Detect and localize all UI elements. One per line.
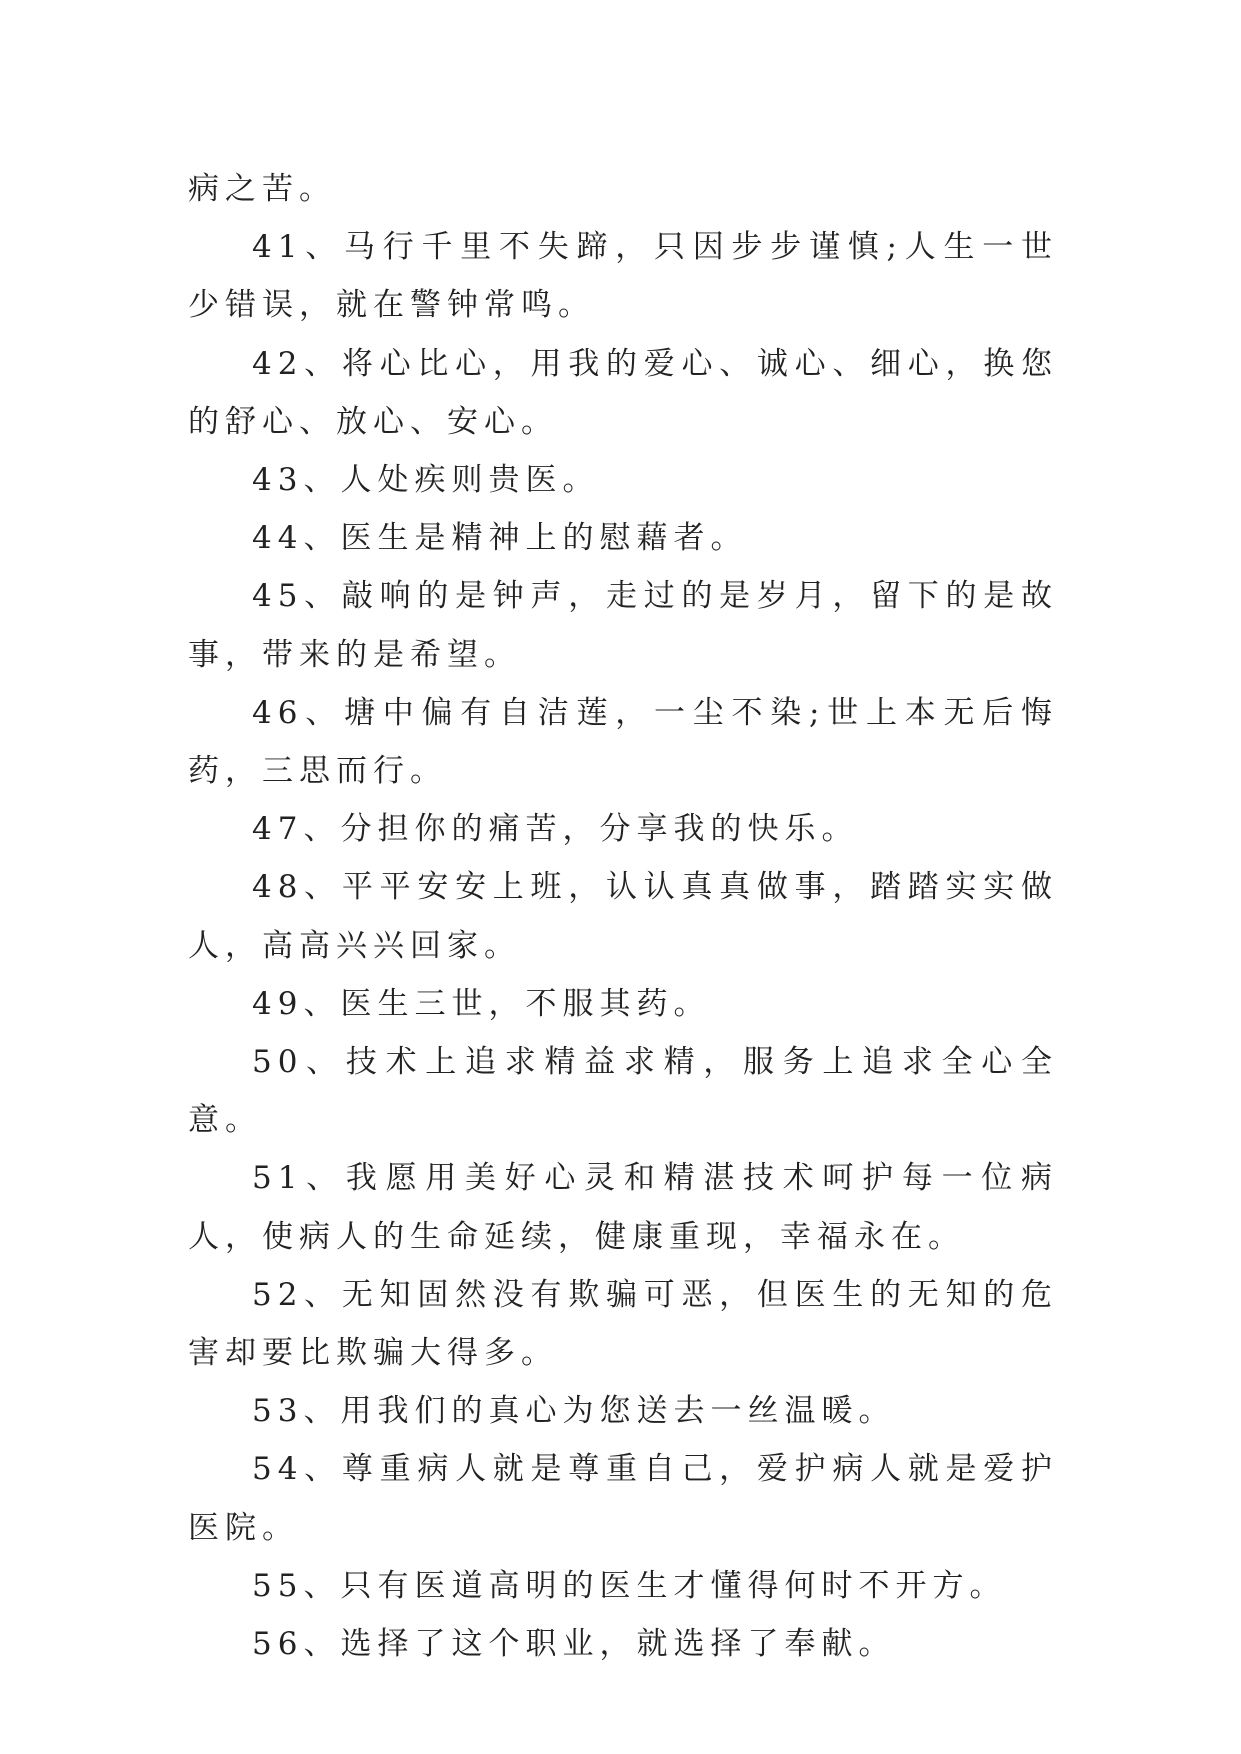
paragraph-48: 48、平平安安上班，认认真真做事，踏踏实实做人，高高兴兴回家。 (188, 869, 1058, 964)
paragraph-45: 45、敲响的是钟声，走过的是岁月，留下的是故事，带来的是希望。 (188, 578, 1058, 673)
paragraph-41: 41、马行千里不失蹄，只因步步谨慎;人生一世少错误，就在警钟常鸣。 (188, 229, 1058, 324)
paragraph-47: 47、分担你的痛苦，分享我的快乐。 (252, 811, 859, 848)
paragraph-50: 50、技术上追求精益求精，服务上追求全心全意。 (188, 1044, 1058, 1139)
paragraph-43: 43、人处疾则贵医。 (252, 462, 600, 499)
paragraph-continuation: 病之苦。 (188, 171, 336, 207)
paragraph-55: 55、只有医道高明的医生才懂得何时不开方。 (252, 1567, 1007, 1604)
paragraph-54: 54、尊重病人就是尊重自己，爱护病人就是爱护医院。 (188, 1451, 1058, 1546)
paragraph-51: 51、我愿用美好心灵和精湛技术呵护每一位病人，使病人的生命延续，健康重现，幸福永在。 (188, 1160, 1058, 1255)
paragraph-42: 42、将心比心，用我的爱心、诚心、细心，换您的舒心、放心、安心。 (188, 345, 1058, 440)
paragraph-56: 56、选择了这个职业，就选择了奉献。 (252, 1626, 896, 1663)
paragraph-52: 52、无知固然没有欺骗可恶，但医生的无知的危害却要比欺骗大得多。 (188, 1276, 1058, 1372)
paragraph-46: 46、塘中偏有自洁莲，一尘不染;世上本无后悔药，三思而行。 (188, 694, 1058, 790)
paragraph-49: 49、医生三世，不服其药。 (252, 985, 711, 1022)
paragraph-53: 53、用我们的真心为您送去一丝温暖。 (252, 1393, 896, 1430)
document-body (188, 160, 1058, 1673)
paragraph-44: 44、医生是精神上的慰藉者。 (252, 520, 748, 557)
